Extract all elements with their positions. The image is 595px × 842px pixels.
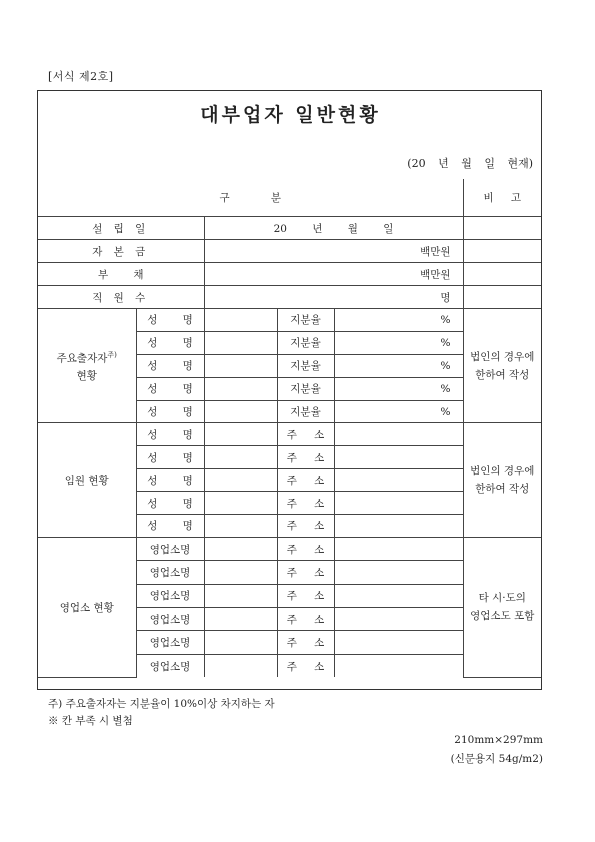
officer-name-label: 성 명: [136, 423, 204, 446]
paper-spec: [451, 731, 543, 769]
shareholders-label-line2: 현황: [76, 370, 97, 383]
shareholder-ratio-label: 지분율: [277, 309, 334, 332]
form-frame: [37, 90, 542, 690]
table-row: [38, 263, 541, 286]
shareholder-ratio-field[interactable]: %: [334, 331, 463, 354]
office-address-label: 주 소: [277, 537, 334, 560]
capital-label: 자 본 금: [38, 240, 204, 263]
office-address-field[interactable]: [334, 584, 463, 607]
officer-name-label: 성 명: [136, 446, 204, 469]
officer-address-label: 주 소: [277, 446, 334, 469]
officer-address-field[interactable]: [334, 492, 463, 515]
table-row: [38, 309, 541, 332]
office-name-label: 영업소명: [136, 561, 204, 584]
table-row: [38, 286, 541, 309]
office-address-field[interactable]: [334, 608, 463, 631]
officers-remark-line1: 법인의 경우에: [470, 465, 535, 478]
officers-remark: [463, 423, 541, 537]
debt-field[interactable]: 백만원: [204, 263, 463, 286]
footnote-attachment: ※ 칸 부족 시 별첨: [48, 715, 133, 727]
shareholder-name-label: 성 명: [136, 331, 204, 354]
shareholder-ratio-label: 지분율: [277, 354, 334, 377]
officer-address-field[interactable]: [334, 446, 463, 469]
offices-remark-line1: 타 시·도의: [478, 592, 526, 605]
shareholder-name-label: 성 명: [136, 309, 204, 332]
office-address-field[interactable]: [334, 561, 463, 584]
capital-remark[interactable]: [463, 240, 541, 263]
office-address-label: 주 소: [277, 654, 334, 677]
shareholder-name-field[interactable]: [204, 377, 277, 400]
shareholder-name-label: 성 명: [136, 354, 204, 377]
offices-group-label: 영업소 현황: [38, 537, 136, 677]
offices-remark-line2: 영업소도 포함: [470, 610, 535, 623]
officer-address-label: 주 소: [277, 492, 334, 515]
officer-address-field[interactable]: [334, 469, 463, 492]
shareholders-label-line1: 주요출자자: [56, 352, 108, 365]
shareholders-remark-line2: 한하여 작성: [475, 368, 530, 381]
offices-remark: [463, 537, 541, 677]
office-name-field[interactable]: [204, 654, 277, 677]
shareholder-name-field[interactable]: [204, 400, 277, 423]
officer-address-label: 주 소: [277, 469, 334, 492]
office-name-label: 영업소명: [136, 631, 204, 654]
shareholder-ratio-label: 지분율: [277, 331, 334, 354]
officer-name-label: 성 명: [136, 515, 204, 538]
officer-name-field[interactable]: [204, 446, 277, 469]
table-header-row: [38, 179, 541, 217]
header-gubun: 구 분: [38, 179, 463, 217]
form-number-label: [서식 제2호]: [48, 70, 114, 83]
office-address-field[interactable]: [334, 631, 463, 654]
officer-address-label: 주 소: [277, 515, 334, 538]
office-name-label: 영업소명: [136, 584, 204, 607]
capital-field[interactable]: 백만원: [204, 240, 463, 263]
footnote-shareholder-definition: 주) 주요출자자는 지분율이 10%이상 차지하는 자: [48, 698, 275, 710]
office-name-field[interactable]: [204, 584, 277, 607]
office-address-field[interactable]: [334, 654, 463, 677]
establish-remark[interactable]: [463, 217, 541, 240]
shareholder-ratio-field[interactable]: %: [334, 309, 463, 332]
office-address-label: 주 소: [277, 561, 334, 584]
officers-remark-line2: 한하여 작성: [475, 483, 530, 496]
office-name-field[interactable]: [204, 631, 277, 654]
table-row: [38, 217, 541, 240]
shareholders-label-note-mark: 주): [107, 350, 117, 359]
shareholder-ratio-label: 지분율: [277, 400, 334, 423]
paper-size: 210mm×297mm: [454, 734, 543, 746]
officer-address-field[interactable]: [334, 423, 463, 446]
paper-type: (신문용지 54g/m2): [450, 753, 543, 765]
office-address-label: 주 소: [277, 631, 334, 654]
shareholder-name-field[interactable]: [204, 331, 277, 354]
officers-group-label: 임원 현황: [38, 423, 136, 537]
shareholders-remark-line1: 법인의 경우에: [470, 350, 535, 363]
office-name-field[interactable]: [204, 537, 277, 560]
debt-remark[interactable]: [463, 263, 541, 286]
table-row: [38, 423, 541, 446]
shareholder-name-label: 성 명: [136, 377, 204, 400]
header-bigo: 비 고: [463, 179, 541, 217]
employees-label: 직 원 수: [38, 286, 204, 309]
officer-name-label: 성 명: [136, 492, 204, 515]
officer-name-field[interactable]: [204, 469, 277, 492]
office-name-field[interactable]: [204, 561, 277, 584]
table-row: [38, 537, 541, 560]
shareholders-remark: [463, 309, 541, 423]
employees-remark[interactable]: [463, 286, 541, 309]
form-title: 대부업자 일반현황: [200, 104, 381, 126]
officer-name-field[interactable]: [204, 423, 277, 446]
office-address-label: 주 소: [277, 608, 334, 631]
establish-date-field[interactable]: 20 년 월 일: [204, 217, 463, 240]
officer-address-field[interactable]: [334, 515, 463, 538]
officer-name-label: 성 명: [136, 469, 204, 492]
shareholder-name-field[interactable]: [204, 354, 277, 377]
footnotes: [48, 696, 275, 730]
debt-label: 부 채: [38, 263, 204, 286]
employees-field[interactable]: 명: [204, 286, 463, 309]
shareholder-ratio-field[interactable]: %: [334, 354, 463, 377]
as-of-date: (20 년 월 일 현재): [407, 157, 533, 170]
office-address-label: 주 소: [277, 584, 334, 607]
status-table: [38, 179, 541, 678]
shareholder-name-label: 성 명: [136, 400, 204, 423]
shareholder-ratio-field[interactable]: %: [334, 400, 463, 423]
shareholder-name-field[interactable]: [204, 309, 277, 332]
shareholder-ratio-field[interactable]: %: [334, 377, 463, 400]
office-name-label: 영업소명: [136, 654, 204, 677]
office-name-label: 영업소명: [136, 537, 204, 560]
office-address-field[interactable]: [334, 537, 463, 560]
office-name-label: 영업소명: [136, 608, 204, 631]
table-row: [38, 240, 541, 263]
officer-name-field[interactable]: [204, 492, 277, 515]
shareholders-group-label: [38, 309, 136, 423]
officer-address-label: 주 소: [277, 423, 334, 446]
office-name-field[interactable]: [204, 608, 277, 631]
establish-label: 설 립 일: [38, 217, 204, 240]
officer-name-field[interactable]: [204, 515, 277, 538]
shareholder-ratio-label: 지분율: [277, 377, 334, 400]
